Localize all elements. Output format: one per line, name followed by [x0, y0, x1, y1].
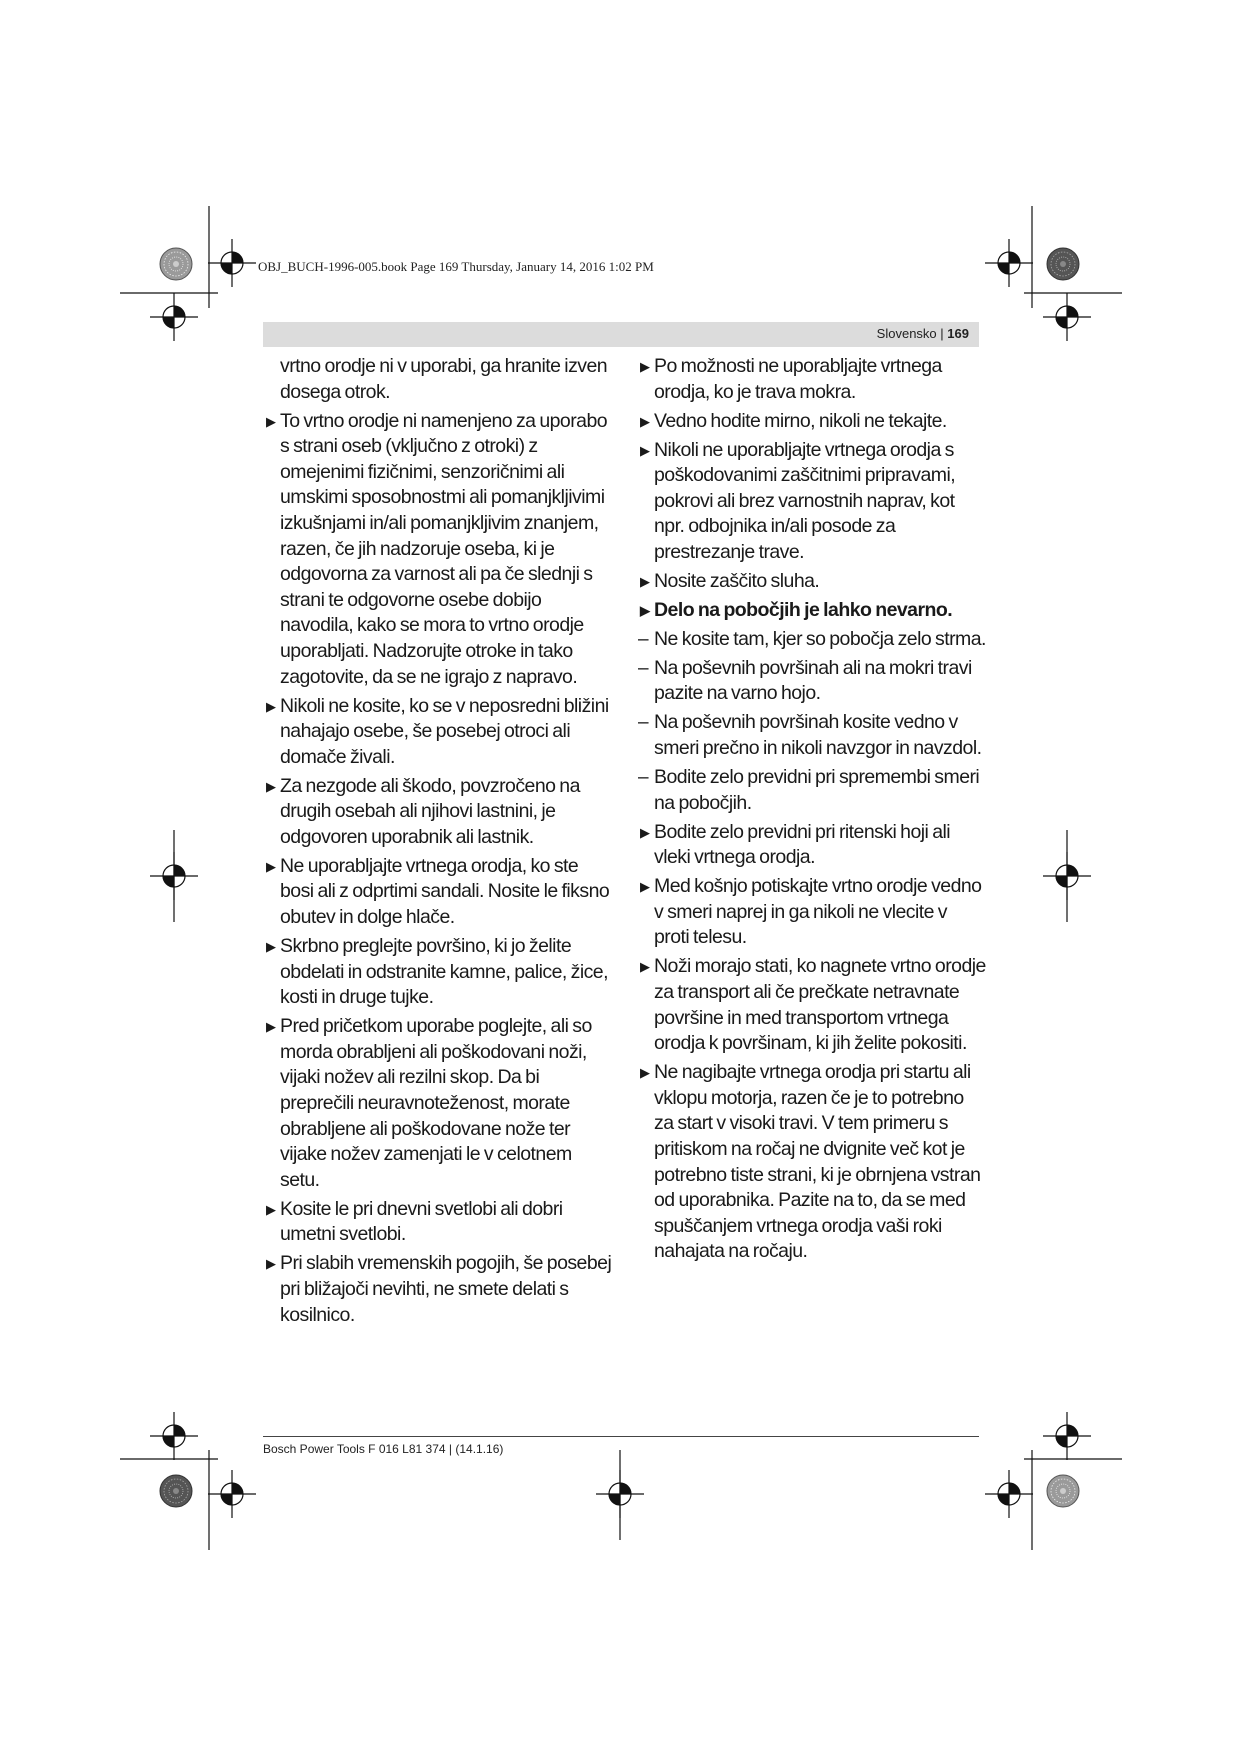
item-text: Delo na pobočjih je lahko nevarno.: [654, 598, 953, 621]
footer-text: Bosch Power Tools F 016 L81 374 | (14.1.16): [263, 1442, 504, 1456]
item-text: Bodite zelo previdni pri spremembi smeri na pobočjih.: [654, 766, 980, 814]
page-number: 169: [947, 326, 969, 341]
triangle-bullet-icon: ▶: [266, 698, 276, 714]
triangle-bullet-icon: ▶: [640, 959, 650, 975]
page-header-bar: [263, 322, 979, 347]
dash-marker: –: [638, 628, 649, 650]
bullet-item: [640, 598, 986, 624]
footer-rule: [263, 1436, 979, 1437]
triangle-bullet-icon: ▶: [640, 442, 650, 458]
item-text: Pri slabih vremenskih pogojih, še posebej pri bližajoči nevihti, ne smete delati s kosilnico.: [280, 1252, 612, 1326]
triangle-bullet-icon: ▶: [266, 1256, 276, 1272]
triangle-bullet-icon: ▶: [640, 879, 650, 895]
item-text: To vrtno orodje ni namenjeno za uporabo s strani oseb (vključno z otroki) z omejenimi fizičnimi, senzoričnimi ali umskimi sposobnostmi ali pomanjkljivimi izkušnjami in/ali pomanjkljivim znanjem, razen, če jih nadzoruje oseba, ki je odgovorna za varnost ali pa če slednji s strani te odgovorne osebe dobijo navodila, kako se mora to vrtno orodje uporabljati. Nadzorujte otroke in tako zagotovite, da se ne igrajo z napravo.: [280, 409, 608, 688]
bullet-item: [640, 954, 986, 1056]
item-text: Po možnosti ne uporabljajte vrtnega orodja, ko je trava mokra.: [654, 355, 942, 403]
page-header: [877, 326, 969, 341]
triangle-bullet-icon: ▶: [266, 858, 276, 874]
dash-list-item: [640, 656, 986, 707]
bullet-item: [640, 569, 986, 595]
triangle-bullet-icon: ▶: [266, 1019, 276, 1035]
dash-list-item: [640, 765, 986, 816]
item-text: Noži morajo stati, ko nagnete vrtno orodje za transport ali če prečkate netravnate površine in med transportom vrtnega orodja k površinam, ki jih želite pokositi.: [654, 955, 986, 1055]
bullet-item: [266, 694, 612, 771]
header-separator: |: [940, 326, 944, 341]
triangle-bullet-icon: ▶: [640, 602, 650, 618]
triangle-bullet-icon: ▶: [640, 573, 650, 589]
item-text: Ne nagibajte vrtnega orodja pri startu ali vklopu motorja, razen če je to potrebno za start v visoki travi. V tem primeru s pritiskom na ročaj ne dvignite več kot je potrebno tiste strani, ki je obrnjena vstran od uporabnika. Pazite na to, da se med spuščanjem vrtnega orodja vaši roki nahajata na ročaju.: [654, 1061, 981, 1263]
triangle-bullet-icon: ▶: [640, 359, 650, 374]
bottom-left-cross-mark: [208, 1470, 256, 1518]
bullet-item: [266, 1197, 612, 1248]
dash-marker: –: [638, 712, 649, 734]
triangle-bullet-icon: ▶: [266, 939, 276, 955]
dash-list-item: [640, 710, 986, 761]
item-text: vrtno orodje ni v uporabi, ga hranite izven dosega otrok.: [280, 355, 608, 403]
triangle-bullet-icon: ▶: [640, 413, 650, 429]
item-text: Kosite le pri dnevni svetlobi ali dobri umetni svetlobi.: [280, 1197, 563, 1246]
item-text: Nikoli ne uporabljajte vrtnega orodja s poškodovanimi zaščitnimi pripravami, pokrovi ali brez varnostnih naprav, kot npr. odbojnika in/ali posode za prestrezanje trave.: [654, 438, 956, 563]
dash-marker: –: [638, 657, 649, 679]
bottom-right-wheel-mark: [1047, 1475, 1079, 1507]
top-left-cross-mark: [208, 239, 256, 287]
bullet-item: [640, 820, 986, 871]
bottom-right-cross-mark: [985, 1470, 1033, 1518]
bullet-item: [640, 438, 986, 566]
bottom-right-outer-cross-mark: [1043, 1412, 1091, 1460]
top-left-outer-cross-mark: [150, 293, 198, 341]
item-text: Vedno hodite mirno, nikoli ne tekajte.: [654, 409, 947, 432]
bullet-item: [640, 1060, 986, 1265]
top-right-cross-mark: [985, 239, 1033, 287]
item-text: Med košnjo potiskajte vrtno orodje vedno v smeri naprej in ga nikoli ne vlecite v proti telesu.: [654, 875, 982, 949]
top-right-wheel-mark: [1047, 248, 1079, 280]
item-text: Na poševnih površinah kosite vedno v smeri prečno in nikoli navzgor in navzdol.: [654, 711, 982, 760]
bullet-item: [266, 1251, 612, 1328]
bottom-left-wheel-mark: [160, 1475, 192, 1507]
left-text-column: [266, 354, 612, 1331]
dash-list-item: [640, 627, 986, 653]
triangle-bullet-icon: ▶: [640, 1065, 650, 1081]
right-text-column: [640, 354, 986, 1268]
bullet-item: [266, 854, 612, 931]
triangle-bullet-icon: ▶: [640, 824, 650, 840]
top-right-outer-cross-mark: [1043, 293, 1091, 341]
bullet-item: [266, 774, 612, 851]
bullet-item: [266, 409, 612, 691]
bullet-item: [266, 934, 612, 1011]
bullet-item: [640, 409, 986, 435]
bottom-left-outer-cross-mark: [150, 1412, 198, 1460]
bullet-item: [266, 1014, 612, 1193]
print-info-line: OBJ_BUCH-1996-005.book Page 169 Thursday, January 14, 2016 1:02 PM: [258, 259, 654, 274]
dash-marker: –: [638, 767, 649, 789]
item-text: Ne kosite tam, kjer so pobočja zelo strma.: [654, 627, 986, 650]
item-text: Na poševnih površinah ali na mokri travi pazite na varno hojo.: [654, 656, 972, 705]
item-text: Nosite zaščito sluha.: [654, 569, 820, 592]
bullet-item: [640, 354, 986, 405]
triangle-bullet-icon: ▶: [266, 778, 276, 794]
item-text: Skrbno preglejte površino, ki jo želite obdelati in odstranite kamne, palice, žice, kosti in druge tujke.: [280, 935, 608, 1009]
paragraph-continuation: [266, 354, 612, 405]
item-text: Za nezgode ali škodo, povzročeno na drugih osebah ali njihovi lastnini, je odgovoren uporabnik ali lastnik.: [280, 774, 580, 848]
top-left-wheel-mark: [160, 248, 192, 280]
item-text: Bodite zelo previdni pri ritenski hoji ali vleki vrtnega orodja.: [654, 820, 951, 869]
triangle-bullet-icon: ▶: [266, 1201, 276, 1217]
item-text: Ne uporabljajte vrtnega orodja, ko ste bosi ali z odprtimi sandali. Nosite le fiksno obutev in dolge hlače.: [280, 854, 610, 929]
header-language: Slovensko: [876, 326, 937, 341]
item-text: Nikoli ne kosite, ko se v neposredni bližini nahajajo osebe, še posebej otroci ali domače živali.: [280, 694, 609, 768]
item-text: Pred pričetkom uporabe poglejte, ali so morda obrabljeni ali poškodovani noži, vijaki nožev ali rezilni skop. Da bi preprečili neuravnoteženost, morate obrabljene ali poškodovane nože ter vijake nožev zamenjati le v celotnem setu.: [280, 1015, 592, 1191]
triangle-bullet-icon: ▶: [266, 413, 276, 429]
bullet-item: [640, 874, 986, 951]
